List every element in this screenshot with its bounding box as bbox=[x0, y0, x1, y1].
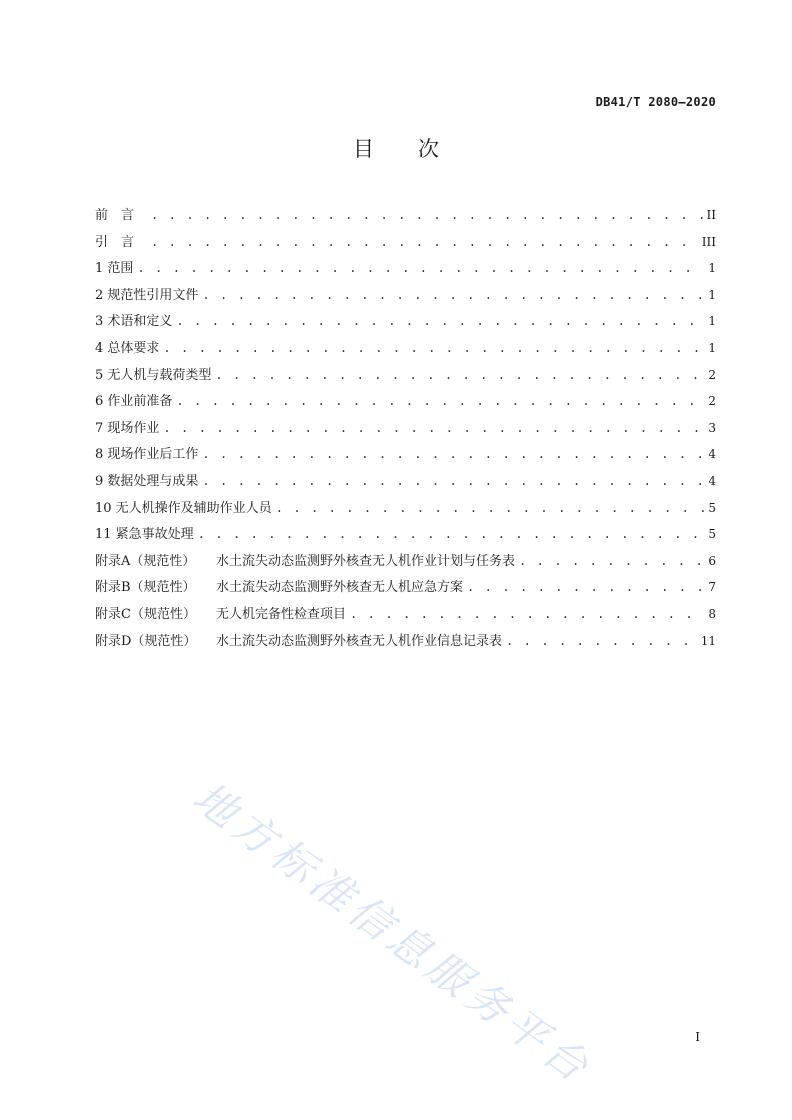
toc-entry-terms[interactable] bbox=[95, 308, 716, 335]
leader-dots bbox=[506, 628, 697, 655]
toc-entry-page: II bbox=[706, 208, 716, 222]
toc-entry-page: 6 bbox=[708, 553, 716, 568]
leader-dots bbox=[176, 308, 704, 335]
toc-entry-label bbox=[95, 629, 502, 655]
leader-dots bbox=[276, 495, 705, 522]
toc-entry-page: 1 bbox=[708, 287, 716, 302]
toc-entry-page: 5 bbox=[708, 500, 716, 515]
toc-entry-appendix-d[interactable] bbox=[95, 628, 716, 655]
toc-entry-label: 3 术语和定义 bbox=[95, 314, 173, 330]
toc-entry-label: 2 规范性引用文件 bbox=[95, 287, 199, 303]
toc-entry-personnel[interactable] bbox=[95, 495, 716, 522]
toc-entry-label: 7 现场作业 bbox=[95, 420, 160, 436]
leader-dots bbox=[137, 255, 704, 282]
toc-entry-label: 1 范围 bbox=[95, 261, 134, 277]
leader-dots bbox=[202, 468, 704, 495]
toc-entry-page: 3 bbox=[708, 420, 716, 435]
toc-title bbox=[0, 133, 792, 163]
toc-entry-page: 4 bbox=[708, 473, 716, 488]
toc-entry-appendix-c[interactable] bbox=[95, 601, 716, 628]
toc-entry-page: 8 bbox=[708, 606, 716, 621]
toc-entry-label bbox=[95, 575, 463, 601]
toc-entry-label bbox=[95, 602, 346, 628]
appendix-title: 无人机完备性检查项目 bbox=[216, 606, 347, 622]
appendix-tag: 附录A（规范性） bbox=[95, 553, 196, 569]
leader-dots bbox=[198, 521, 705, 548]
toc-entry-page: 1 bbox=[708, 261, 716, 276]
toc-entry-data-processing[interactable] bbox=[95, 468, 716, 495]
toc-entry-normative-references[interactable] bbox=[95, 282, 716, 309]
leader-dots bbox=[163, 335, 704, 362]
toc-entry-general-requirements[interactable] bbox=[95, 335, 716, 362]
toc-entry-page: 1 bbox=[708, 340, 716, 355]
toc-entry-uav-types[interactable] bbox=[95, 362, 716, 389]
toc-entry-label: 4 总体要求 bbox=[95, 340, 160, 356]
toc-entry-page: 11 bbox=[700, 633, 716, 648]
toc-entry-label: 9 数据处理与成果 bbox=[95, 473, 199, 489]
toc-entry-preparation[interactable] bbox=[95, 388, 716, 415]
toc-entry-label: 前言 bbox=[95, 208, 148, 223]
toc-entry-label bbox=[95, 549, 515, 575]
toc-entry-page: 2 bbox=[708, 394, 716, 409]
leader-dots bbox=[151, 202, 703, 229]
appendix-title: 水土流失动态监测野外核查无人机应急方案 bbox=[216, 580, 464, 596]
toc-entry-page: 1 bbox=[708, 314, 716, 329]
leader-dots bbox=[163, 415, 704, 442]
leader-dots bbox=[467, 574, 704, 601]
toc-entry-foreword[interactable] bbox=[95, 202, 716, 229]
toc-entry-field-operation[interactable] bbox=[95, 415, 716, 442]
toc-entry-appendix-a[interactable] bbox=[95, 548, 716, 575]
toc-entry-page: 5 bbox=[708, 527, 716, 542]
leader-dots bbox=[202, 282, 704, 309]
toc-list bbox=[95, 202, 716, 654]
leader-dots bbox=[151, 229, 698, 256]
toc-entry-label: 11 紧急事故处理 bbox=[95, 527, 194, 543]
toc-entry-page: 7 bbox=[708, 580, 716, 595]
toc-entry-page: 2 bbox=[708, 367, 716, 382]
appendix-tag: 附录B（规范性） bbox=[95, 580, 196, 596]
watermark: 地方标准信息服务平台 bbox=[184, 772, 602, 1094]
leader-dots bbox=[202, 441, 704, 468]
toc-entry-scope[interactable] bbox=[95, 255, 716, 282]
leader-dots bbox=[215, 362, 704, 389]
toc-entry-post-operation[interactable] bbox=[95, 441, 716, 468]
leader-dots bbox=[350, 601, 704, 628]
toc-title-text: 目次 bbox=[353, 137, 483, 161]
leader-dots bbox=[176, 388, 704, 415]
appendix-title: 水土流失动态监测野外核查无人机作业计划与任务表 bbox=[216, 553, 516, 569]
appendix-tag: 附录D（规范性） bbox=[95, 633, 197, 649]
toc-entry-label: 6 作业前准备 bbox=[95, 394, 173, 410]
toc-entry-label: 5 无人机与载荷类型 bbox=[95, 367, 212, 383]
toc-entry-introduction[interactable] bbox=[95, 229, 716, 256]
toc-entry-label: 10 无人机操作及辅助作业人员 bbox=[95, 500, 272, 516]
toc-entry-label: 8 现场作业后工作 bbox=[95, 447, 199, 463]
toc-entry-page: 4 bbox=[708, 447, 716, 462]
toc-entry-label: 引言 bbox=[95, 234, 148, 250]
leader-dots bbox=[519, 548, 704, 575]
page-number: I bbox=[695, 1030, 700, 1044]
toc-entry-emergency[interactable] bbox=[95, 521, 716, 548]
toc-entry-appendix-b[interactable] bbox=[95, 574, 716, 601]
document-code: DB41/T 2080—2020 bbox=[595, 95, 716, 109]
appendix-tag: 附录C（规范性） bbox=[95, 606, 196, 622]
appendix-title: 水土流失动态监测野外核查无人机作业信息记录表 bbox=[216, 633, 503, 649]
toc-entry-page: III bbox=[701, 234, 716, 249]
